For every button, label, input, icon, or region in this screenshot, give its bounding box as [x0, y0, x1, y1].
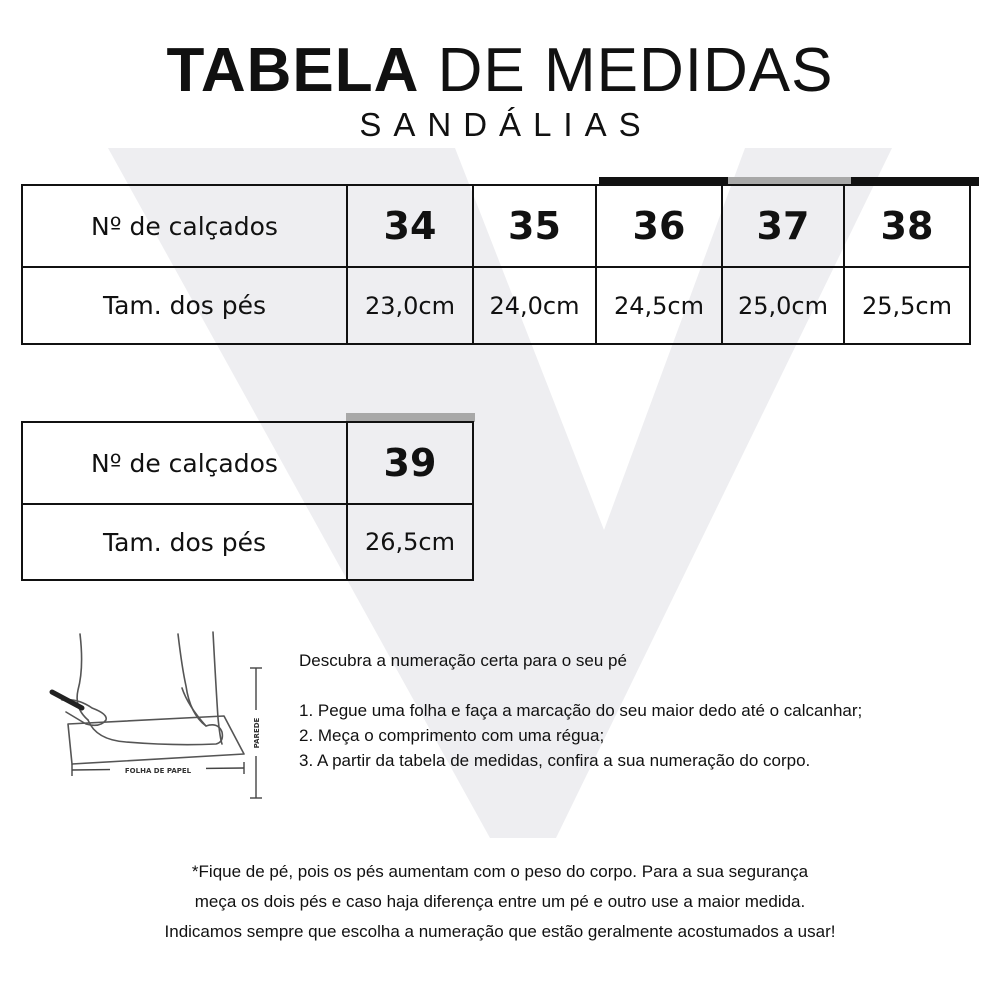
- length-cell: 23,0cm: [347, 267, 473, 344]
- instruction-step: 2. Meça o comprimento com uma régua;: [299, 726, 605, 745]
- size-cell: 37: [722, 185, 844, 267]
- row-label-sizes: Nº de calçados: [22, 185, 347, 267]
- length-cell: 24,5cm: [596, 267, 722, 344]
- wall-label: PAREDE: [253, 717, 261, 749]
- foot-measure-illustration: [48, 628, 278, 800]
- size-cell: 36: [596, 185, 722, 267]
- row-label-lengths: Tam. dos pés: [22, 267, 347, 344]
- paper-sheet: [68, 716, 244, 764]
- instruction-step: 1. Pegue uma folha e faça a marcação do seu maior dedo até o calcanhar;: [299, 701, 863, 720]
- instructions: [299, 648, 862, 773]
- length-cell: 26,5cm: [347, 504, 473, 580]
- length-cell: 25,0cm: [722, 267, 844, 344]
- footnote: [0, 857, 1000, 947]
- size-cell: 34: [347, 185, 473, 267]
- page-subtitle: SANDÁLIAS: [359, 106, 653, 143]
- footnote-line: meça os dois pés e caso haja diferença entre um pé e outro use a maior medida.: [194, 892, 806, 911]
- row-label-sizes: Nº de calçados: [22, 422, 347, 504]
- footnote-line: Indicamos sempre que escolha a numeração que estão geralmente acostumados a usar!: [164, 922, 836, 941]
- size-table-extra: [21, 421, 474, 581]
- leg-front-line: [178, 634, 206, 726]
- page-title: [0, 36, 1000, 106]
- size-cell: 35: [473, 185, 596, 267]
- paper-label: FOLHA DE PAPEL: [124, 767, 192, 775]
- title-light: DE MEDIDAS: [437, 36, 834, 105]
- length-cell: 25,5cm: [844, 267, 970, 344]
- row-label-lengths: Tam. dos pés: [22, 504, 347, 580]
- instruction-step: 3. A partir da tabela de medidas, confira a sua numeração do corpo.: [299, 751, 811, 770]
- size-table-main: [21, 184, 971, 345]
- length-cell: 24,0cm: [473, 267, 596, 344]
- title-bold: TABELA: [166, 36, 420, 105]
- header: [0, 36, 1000, 144]
- footnote-line: *Fique de pé, pois os pés aumentam com o peso do corpo. Para a sua segurança: [191, 862, 809, 881]
- size-cell: 38: [844, 185, 970, 267]
- size-cell: 39: [347, 422, 473, 504]
- instructions-intro: Descubra a numeração certa para o seu pé: [299, 651, 627, 670]
